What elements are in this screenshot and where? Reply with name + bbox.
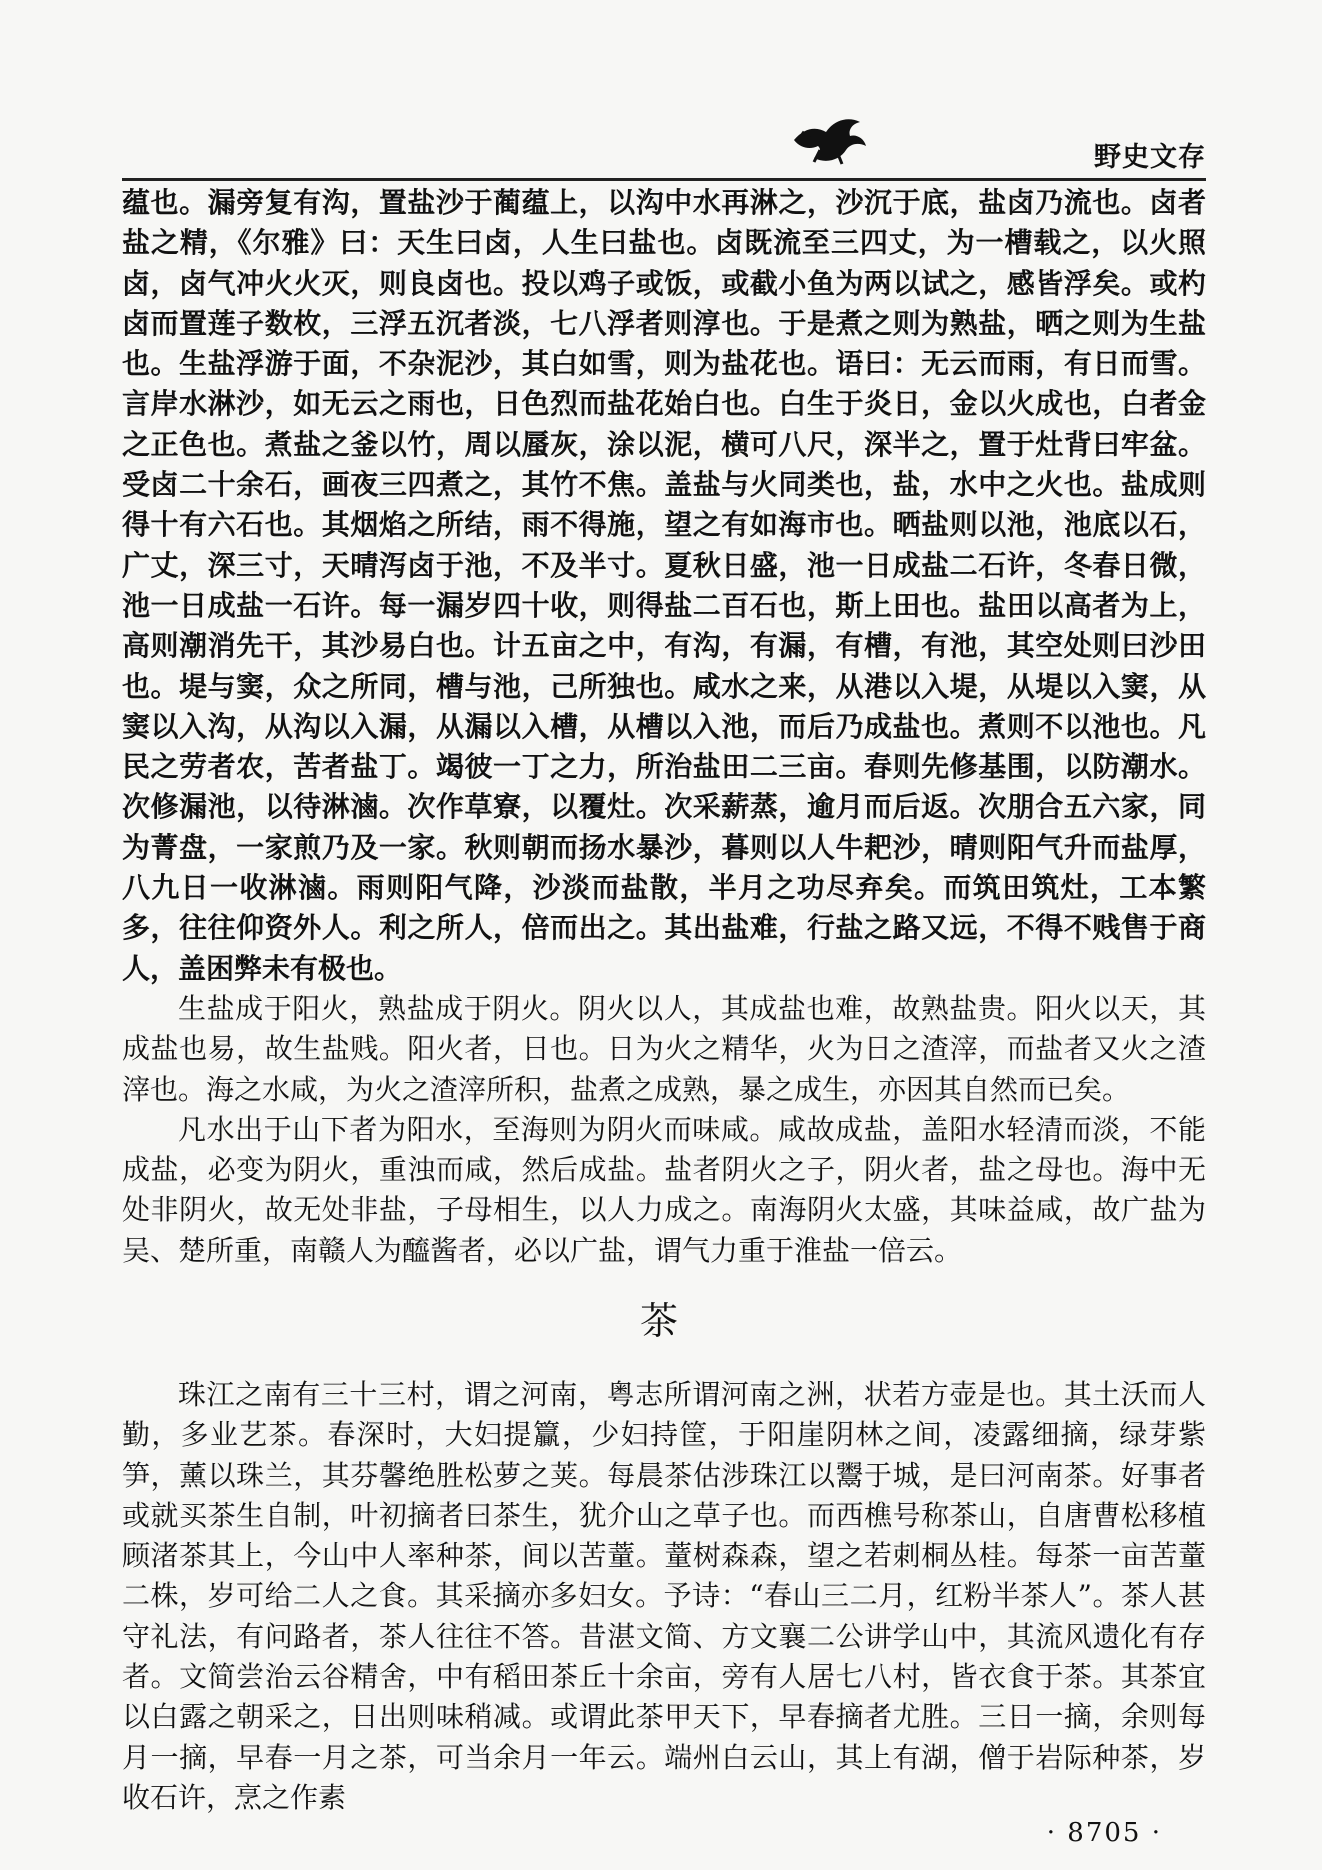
main-text <box>122 183 1206 1271</box>
header-divider <box>122 178 1206 181</box>
paragraph: 蕴也。漏旁复有沟，置盐沙于蔺蕴上，以沟中水再淋之，沙沉于底，盐卤乃流也。卤者盐之精，《尔雅》曰：天生曰卤，人生曰盐也。卤既流至三四丈，为一槽载之，以火照卤，卤气冲火火灭，则良卤也。投以鸡子或饭，或截小鱼为两以试之，感皆浮矣。或杓卤而置莲子数枚，三浮五沉者淡，七八浮者则淳也。于是煮之则为熟盐，晒之则为生盐也。生盐浮游于面，不杂泥沙，其白如雪，则为盐花也。语曰：无云而雨，有日而雪。言岸水淋沙，如无云之雨也，日色烈而盐花始白也。白生于炎日，金以火成也，白者金之正色也。煮盐之釜以竹，周以蜃灰，涂以泥，横可八尺，深半之，置于灶背曰牢盆。受卤二十余石，画夜三四煮之，其竹不焦。盖盐与火同类也，盐，水中之火也。盐成则得十有六石也。其烟焰之所结，雨不得施，望之有如海市也。晒盐则以池，池底以石，广丈，深三寸，天晴泻卤于池，不及半寸。夏秋日盛，池一日成盐二石许，冬春日微，池一日成盐一石许。每一漏岁四十收，则得盐二百石也，斯上田也。盐田以高者为上，高则潮消先干，其沙易白也。计五亩之中，有沟，有漏，有槽，有池，其空处则曰沙田也。堤与窦，众之所同，槽与池，己所独也。咸水之来，从港以入堤，从堤以入窦，从窦以入沟，从沟以入漏，从漏以入槽，从槽以入池，而后乃成盐也。煮则不以池也。凡民之劳者农，苦者盐丁。竭彼一丁之力，所治盐田二三亩。春则先修基围，以防潮水。次修漏池，以待淋滷。次作草寮，以覆灶。次采薪蒸，逾月而后返。次朋合五六家，同为菁盘，一家煎乃及一家。秋则朝而扬水暴沙，暮则以人牛耙沙，晴则阳气升而盐厚，八九日一收淋滷。雨则阳气降，沙淡而盐散，半月之功尽弃矣。而筑田筑灶，工本繁多，往往仰资外人。利之所人，倍而出之。其出盐难，行盐之路又远，不得不贱售于商人，盖困弊未有极也。 <box>122 186 1206 985</box>
page-header <box>0 0 1322 180</box>
paragraph: 生盐成于阳火，熟盐成于阴火。阴火以人，其成盐也难，故熟盐贵。阳火以天，其成盐也易，故生盐贱。阳火者，日也。日为火之精华，火为日之渣滓，而盐者又火之渣滓也。海之水咸，为火之渣滓所积，盐煮之成熟，暴之成生，亦因其自然而已矣。 <box>122 991 1206 1106</box>
page-number: · 8705 · <box>1046 1818 1162 1848</box>
paragraph: 凡水出于山下者为阳水，至海则为阴火而味咸。咸故成盐，盖阳水轻清而淡，不能成盐，必变为阴火，重浊而咸，然后成盐。盐者阴火之子，阴火者，盐之母也。海中无处非阴火，故无处非盐，子母相生，以人力成之。南海阴火太盛，其味益咸，故广盐为吴、楚所重，南赣人为醯酱者，必以广盐，谓气力重于淮盐一倍云。 <box>122 1112 1206 1267</box>
section-heading: 茶 <box>639 1299 682 1343</box>
series-title: 野史文存 <box>1094 142 1206 173</box>
section-text <box>122 1375 1206 1818</box>
dragon-emblem-icon <box>790 110 870 168</box>
paragraph: 珠江之南有三十三村，谓之河南，粤志所谓河南之洲，状若方壶是也。其土沃而人勤，多业艺茶。春深时，大妇提籯，少妇持筐，于阳崖阴林之间，凌露细摘，绿芽紫笋，薰以珠兰，其芬馨绝胜松萝之荚。每晨茶估涉珠江以鬻于城，是曰河南茶。好事者或就买茶生自制，叶初摘者曰茶生，犹介山之草子也。而西樵号称茶山，自唐曹松移植顾渚茶其上，今山中人率种茶，间以苦蕫。蕫树森森，望之若刺桐丛桂。每茶一亩苦蕫二株，岁可给二人之食。其采摘亦多妇女。予诗：“春山三二月，红粉半茶人”。茶人甚守礼法，有问路者，茶人往往不答。昔湛文简、方文襄二公讲学山中，其流风遗化有存者。文简尝治云谷精舍，中有稻田茶丘十余亩，旁有人居七八村，皆衣食于茶。其茶宜以白露之朝采之，日出则味稍减。或谓此茶甲天下，早春摘者尤胜。三日一摘，余则每月一摘，早春一月之茶，可当余月一年云。端州白云山，其上有湖，僧于岩际种茶，岁收石许，烹之作素 <box>122 1378 1206 1814</box>
